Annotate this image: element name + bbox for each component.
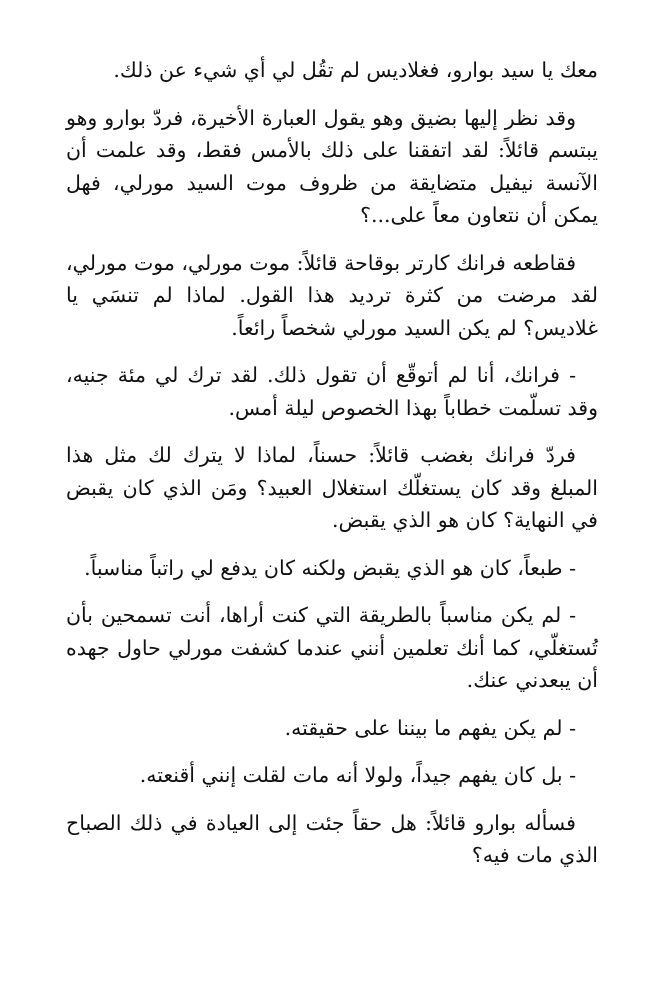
paragraph-10: فسأله بوارو قائلاً: هل حقاً جئت إلى العيادة في ذلك الصباح الذي مات فيه؟ (66, 810, 598, 867)
paragraph-9: - بل كان يفهم جيداً، ولولا أنه مات لقلت إنني أقنعته. (139, 763, 576, 787)
page-text (66, 54, 598, 887)
paragraph-2: وقد نظر إليها بضيق وهو يقول العبارة الأخيرة، فردّ بوارو وهو يبتسم قائلاً: لقد اتفقنا على ذلك بالأمس فقط، وقد علمت أن الآنسة نيفيل متضايقة من ظروف موت السيد مورلي، فهل يمكن أن نتعاون معاً على...؟ (66, 105, 598, 227)
paragraph-1: معك يا سيد بوارو، فغلاديس لم تقُل لي أي شيء عن ذلك. (113, 58, 598, 82)
paragraph-5: فردّ فرانك بغضب قائلاً: حسناً، لماذا لا يترك لك مثل هذا المبلغ وقد كان يستغلّك استغلال العبيد؟ ومَن الذي كان يقبض في النهاية؟ كان هو الذي يقبض. (66, 443, 598, 532)
paragraph-3: فقاطعه فرانك كارتر بوقاحة قائلاً: موت مورلي، موت مورلي، لقد مرضت من كثرة ترديد هذا القول. لماذا لم تنسَي يا غلاديس؟ لم يكن السيد مورلي شخصاً رائعاً. (66, 250, 598, 340)
paragraph-6: - طبعاً، كان هو الذي يقبض ولكنه كان يدفع لي راتباً مناسباً. (84, 555, 576, 580)
paragraph-8: - لم يكن يفهم ما بيننا على حقيقته. (284, 715, 576, 740)
paragraph-4: - فرانك، أنا لم أتوقّع أن تقول ذلك. لقد ترك لي مئة جنيه، وقد تسلّمت خطاباً بهذا الخصوص ليلة أمس. (66, 363, 598, 420)
paragraph-7: - لم يكن مناسباً بالطريقة التي كنت أراها، أنت تسمحين بأن تُستغلّي، كما أنك تعلمين أنني عندما كشفت مورلي حاول جهده أن يبعدني عنك. (66, 603, 598, 692)
